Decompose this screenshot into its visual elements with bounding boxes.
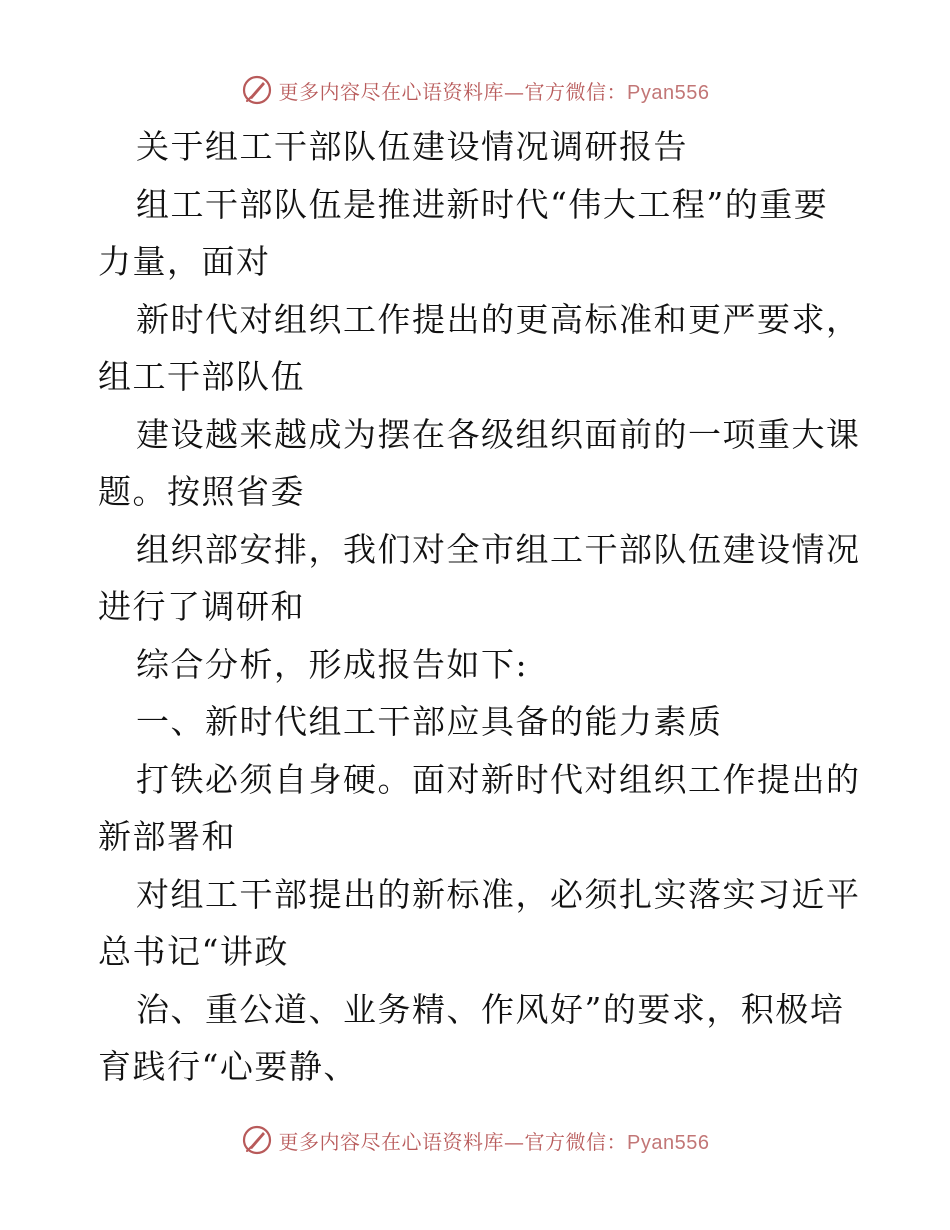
text-line: 新部署和 bbox=[98, 817, 236, 856]
document-body bbox=[98, 118, 861, 1096]
text-line: 新时代对组织工作提出的更高标准和更严要求， bbox=[136, 299, 861, 339]
watermark-text bbox=[279, 76, 710, 105]
text-line: 建设越来越成为摆在各级组织面前的一项重大课 bbox=[136, 414, 861, 454]
text-line: 综合分析，形成报告如下: bbox=[136, 644, 529, 684]
quill-logo-icon bbox=[241, 74, 273, 106]
text-line: 打铁必须自身硬。面对新时代对组织工作提出的 bbox=[136, 759, 861, 799]
document-title: 关于组工干部队伍建设情况调研报告 bbox=[136, 127, 688, 166]
text-line: 对组工干部提出的新标准，必须扎实落实习近平 bbox=[136, 874, 861, 914]
text-line: 力量，面对 bbox=[98, 242, 271, 281]
header-watermark bbox=[0, 70, 950, 110]
footer-watermark bbox=[0, 1120, 950, 1160]
text-line: 组工干部队伍 bbox=[98, 357, 305, 396]
section-heading: 一、新时代组工干部应具备的能力素质 bbox=[136, 702, 723, 741]
text-line: 治、重公道、业务精、作风好”的要求，积极培 bbox=[136, 989, 845, 1029]
text-line: 组工干部队伍是推进新时代“伟大工程”的重要 bbox=[136, 184, 829, 224]
text-line: 育践行“心要静、 bbox=[98, 1047, 358, 1086]
text-line: 组织部安排，我们对全市组工干部队伍建设情况 bbox=[136, 529, 861, 569]
text-line: 题。按照省委 bbox=[98, 472, 305, 511]
watermark-text bbox=[279, 1126, 710, 1155]
watermark-id: Pyan556 bbox=[627, 81, 710, 104]
watermark-label: 更多内容尽在心语资料库—官方微信： bbox=[278, 79, 628, 104]
text-line: 总书记“讲政 bbox=[98, 932, 289, 971]
text-line: 进行了调研和 bbox=[98, 587, 305, 626]
quill-logo-icon bbox=[241, 1124, 273, 1156]
watermark-label: 更多内容尽在心语资料库—官方微信： bbox=[278, 1129, 628, 1154]
watermark-id: Pyan556 bbox=[627, 1131, 710, 1154]
